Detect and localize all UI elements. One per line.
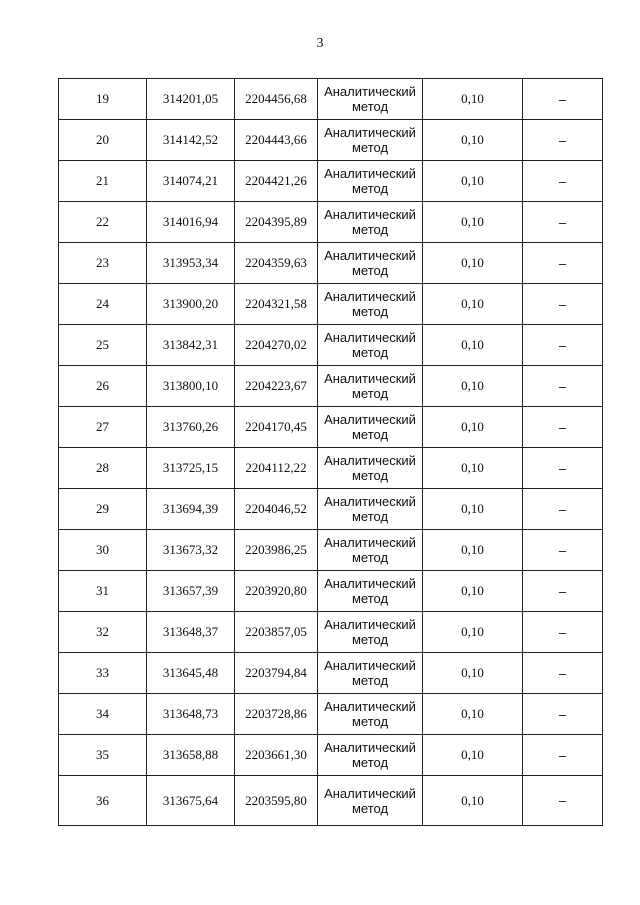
- accuracy-cell: 0,10: [423, 366, 523, 407]
- y-coordinate-cell: 2204395,89: [235, 202, 318, 243]
- method-cell: [318, 489, 423, 530]
- table-row: [59, 366, 603, 407]
- y-coordinate-cell: 2203728,86: [235, 694, 318, 735]
- table-row: [59, 530, 603, 571]
- point-number-cell: 36: [59, 776, 147, 826]
- point-number-cell: 29: [59, 489, 147, 530]
- method-line-2: метод: [351, 99, 389, 114]
- accuracy-cell: 0,10: [423, 448, 523, 489]
- method-line-2: метод: [351, 591, 389, 606]
- point-number-cell: 23: [59, 243, 147, 284]
- method-line-2: метод: [351, 468, 389, 483]
- note-cell: –: [523, 448, 603, 489]
- accuracy-cell: 0,10: [423, 407, 523, 448]
- x-coordinate-cell: 313842,31: [147, 325, 235, 366]
- y-coordinate-cell: 2204443,66: [235, 120, 318, 161]
- x-coordinate-cell: 313953,34: [147, 243, 235, 284]
- x-coordinate-cell: 313694,39: [147, 489, 235, 530]
- method-line-1: Аналитический: [324, 412, 416, 427]
- accuracy-cell: 0,10: [423, 161, 523, 202]
- method-line-2: метод: [351, 263, 389, 278]
- method-cell: [318, 571, 423, 612]
- method-line-1: Аналитический: [324, 617, 416, 632]
- coordinates-table: [58, 78, 603, 826]
- x-coordinate-cell: 313760,26: [147, 407, 235, 448]
- accuracy-cell: 0,10: [423, 735, 523, 776]
- point-number-cell: 27: [59, 407, 147, 448]
- y-coordinate-cell: 2203595,80: [235, 776, 318, 826]
- method-line-1: Аналитический: [324, 125, 416, 140]
- accuracy-cell: 0,10: [423, 612, 523, 653]
- accuracy-cell: 0,10: [423, 202, 523, 243]
- accuracy-cell: 0,10: [423, 776, 523, 826]
- method-cell: [318, 120, 423, 161]
- method-line-2: метод: [351, 427, 389, 442]
- accuracy-cell: 0,10: [423, 489, 523, 530]
- point-number-cell: 30: [59, 530, 147, 571]
- table-row: [59, 243, 603, 284]
- accuracy-cell: 0,10: [423, 120, 523, 161]
- method-cell: [318, 612, 423, 653]
- x-coordinate-cell: 314016,94: [147, 202, 235, 243]
- table-row: [59, 694, 603, 735]
- y-coordinate-cell: 2203857,05: [235, 612, 318, 653]
- note-cell: –: [523, 530, 603, 571]
- y-coordinate-cell: 2204270,02: [235, 325, 318, 366]
- method-line-2: метод: [351, 550, 389, 565]
- y-coordinate-cell: 2204359,63: [235, 243, 318, 284]
- accuracy-cell: 0,10: [423, 325, 523, 366]
- method-cell: [318, 448, 423, 489]
- note-cell: –: [523, 776, 603, 826]
- table-row: [59, 448, 603, 489]
- x-coordinate-cell: 313675,64: [147, 776, 235, 826]
- method-line-1: Аналитический: [324, 535, 416, 550]
- y-coordinate-cell: 2204456,68: [235, 79, 318, 120]
- note-cell: –: [523, 284, 603, 325]
- method-line-2: метод: [351, 140, 389, 155]
- point-number-cell: 22: [59, 202, 147, 243]
- y-coordinate-cell: 2203986,25: [235, 530, 318, 571]
- coordinates-table-body: [59, 79, 603, 826]
- table-row: [59, 571, 603, 612]
- note-cell: –: [523, 694, 603, 735]
- x-coordinate-cell: 313725,15: [147, 448, 235, 489]
- point-number-cell: 33: [59, 653, 147, 694]
- method-line-2: метод: [351, 304, 389, 319]
- y-coordinate-cell: 2204170,45: [235, 407, 318, 448]
- method-line-2: метод: [351, 181, 389, 196]
- note-cell: –: [523, 571, 603, 612]
- x-coordinate-cell: 313673,32: [147, 530, 235, 571]
- method-line-1: Аналитический: [324, 166, 416, 181]
- method-line-1: Аналитический: [324, 371, 416, 386]
- x-coordinate-cell: 313657,39: [147, 571, 235, 612]
- note-cell: –: [523, 161, 603, 202]
- method-line-1: Аналитический: [324, 289, 416, 304]
- point-number-cell: 24: [59, 284, 147, 325]
- table-row: [59, 202, 603, 243]
- method-line-1: Аналитический: [324, 84, 416, 99]
- x-coordinate-cell: 313900,20: [147, 284, 235, 325]
- accuracy-cell: 0,10: [423, 284, 523, 325]
- method-cell: [318, 694, 423, 735]
- point-number-cell: 35: [59, 735, 147, 776]
- method-line-2: метод: [351, 714, 389, 729]
- method-cell: [318, 79, 423, 120]
- table-row: [59, 612, 603, 653]
- method-line-2: метод: [351, 386, 389, 401]
- method-cell: [318, 653, 423, 694]
- accuracy-cell: 0,10: [423, 79, 523, 120]
- table-row: [59, 653, 603, 694]
- point-number-cell: 31: [59, 571, 147, 612]
- y-coordinate-cell: 2203794,84: [235, 653, 318, 694]
- method-line-1: Аналитический: [324, 207, 416, 222]
- y-coordinate-cell: 2203920,80: [235, 571, 318, 612]
- method-cell: [318, 407, 423, 448]
- note-cell: –: [523, 612, 603, 653]
- method-line-2: метод: [351, 800, 389, 816]
- method-cell: [318, 284, 423, 325]
- method-line-2: метод: [351, 755, 389, 770]
- table-row: [59, 735, 603, 776]
- note-cell: –: [523, 79, 603, 120]
- x-coordinate-cell: 313800,10: [147, 366, 235, 407]
- accuracy-cell: 0,10: [423, 571, 523, 612]
- method-cell: [318, 243, 423, 284]
- method-line-1: Аналитический: [324, 658, 416, 673]
- method-cell: [318, 776, 423, 826]
- accuracy-cell: 0,10: [423, 530, 523, 571]
- point-number-cell: 34: [59, 694, 147, 735]
- method-cell: [318, 161, 423, 202]
- x-coordinate-cell: 313645,48: [147, 653, 235, 694]
- y-coordinate-cell: 2203661,30: [235, 735, 318, 776]
- method-line-1: Аналитический: [324, 248, 416, 263]
- point-number-cell: 20: [59, 120, 147, 161]
- note-cell: –: [523, 653, 603, 694]
- table-row: [59, 120, 603, 161]
- x-coordinate-cell: 314142,52: [147, 120, 235, 161]
- note-cell: –: [523, 120, 603, 161]
- method-cell: [318, 735, 423, 776]
- point-number-cell: 32: [59, 612, 147, 653]
- note-cell: –: [523, 243, 603, 284]
- table-row: [59, 489, 603, 530]
- x-coordinate-cell: 314201,05: [147, 79, 235, 120]
- note-cell: –: [523, 366, 603, 407]
- method-line-2: метод: [351, 345, 389, 360]
- method-line-1: Аналитический: [324, 494, 416, 509]
- method-line-2: метод: [351, 222, 389, 237]
- point-number-cell: 19: [59, 79, 147, 120]
- y-coordinate-cell: 2204421,26: [235, 161, 318, 202]
- method-line-1: Аналитический: [324, 453, 416, 468]
- note-cell: –: [523, 325, 603, 366]
- y-coordinate-cell: 2204223,67: [235, 366, 318, 407]
- y-coordinate-cell: 2204321,58: [235, 284, 318, 325]
- accuracy-cell: 0,10: [423, 243, 523, 284]
- table-row: [59, 79, 603, 120]
- table-row: [59, 161, 603, 202]
- note-cell: –: [523, 735, 603, 776]
- method-cell: [318, 530, 423, 571]
- point-number-cell: 21: [59, 161, 147, 202]
- x-coordinate-cell: 313648,37: [147, 612, 235, 653]
- method-cell: [318, 325, 423, 366]
- table-row: [59, 325, 603, 366]
- accuracy-cell: 0,10: [423, 694, 523, 735]
- x-coordinate-cell: 313648,73: [147, 694, 235, 735]
- point-number-cell: 28: [59, 448, 147, 489]
- point-number-cell: 26: [59, 366, 147, 407]
- method-cell: [318, 366, 423, 407]
- method-cell: [318, 202, 423, 243]
- table-row: [59, 284, 603, 325]
- note-cell: –: [523, 202, 603, 243]
- method-line-2: метод: [351, 673, 389, 688]
- y-coordinate-cell: 2204046,52: [235, 489, 318, 530]
- accuracy-cell: 0,10: [423, 653, 523, 694]
- note-cell: –: [523, 407, 603, 448]
- note-cell: –: [523, 489, 603, 530]
- method-line-1: Аналитический: [324, 576, 416, 591]
- page-number: 3: [316, 36, 324, 51]
- method-line-1: Аналитический: [324, 785, 416, 801]
- method-line-2: метод: [351, 632, 389, 647]
- method-line-2: метод: [351, 509, 389, 524]
- x-coordinate-cell: 314074,21: [147, 161, 235, 202]
- table-row: [59, 407, 603, 448]
- table-row: [59, 776, 603, 826]
- method-line-1: Аналитический: [324, 330, 416, 345]
- method-line-1: Аналитический: [324, 740, 416, 755]
- x-coordinate-cell: 313658,88: [147, 735, 235, 776]
- y-coordinate-cell: 2204112,22: [235, 448, 318, 489]
- method-line-1: Аналитический: [324, 699, 416, 714]
- point-number-cell: 25: [59, 325, 147, 366]
